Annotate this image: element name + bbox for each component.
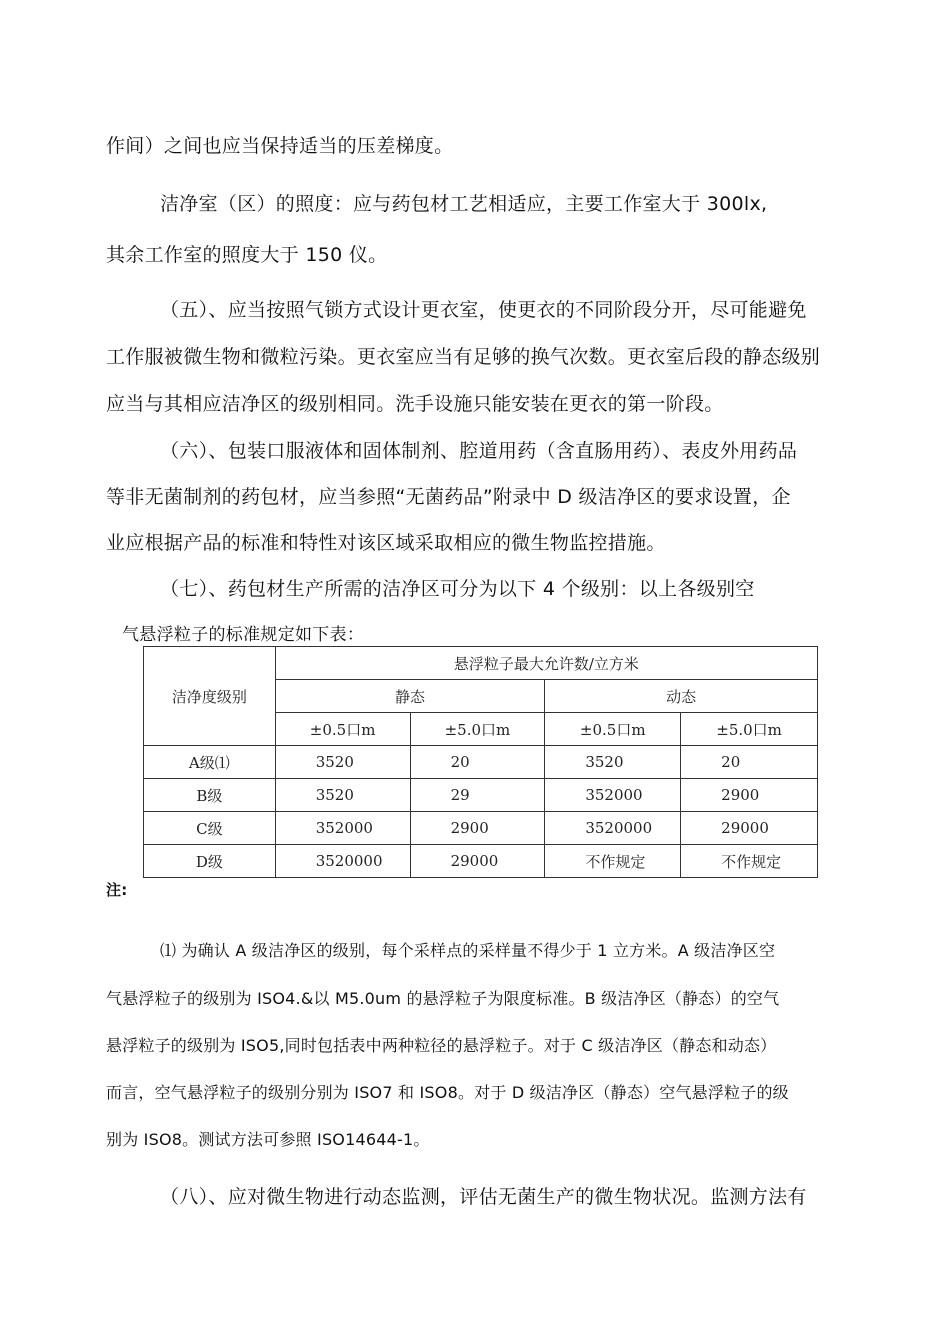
paragraph-line: 洁净室（区）的照度：应与药包材工艺相适应，主要工作室大于 300lx, xyxy=(160,193,768,215)
value-cell: 3520000 xyxy=(545,812,681,845)
paragraph-line: 气悬浮粒子的标准规定如下表： xyxy=(122,625,365,645)
table-row xyxy=(144,812,818,845)
table-row xyxy=(144,845,818,878)
note-line: ⑴ 为确认 A 级洁净区的级别，每个采样点的采样量不得少于 1 立方米。A 级洁净区空 xyxy=(160,941,776,960)
value-cell: 3520 xyxy=(275,746,410,779)
paragraph-line: 等非无菌制剂的药包材，应当参照“无菌药品”附录中 D 级洁净区的要求设置，企 xyxy=(106,486,791,508)
value-cell: 20 xyxy=(681,746,818,779)
value-cell: 2900 xyxy=(681,779,818,812)
grade-cell: D级 xyxy=(144,845,276,878)
paragraph-line: （五）、应当按照气锁方式设计更衣室，使更衣的不同阶段分开，尽可能避免 xyxy=(160,299,807,321)
grade-header: 洁净度级别 xyxy=(144,647,276,746)
paragraph-line: 应当与其相应洁净区的级别相同。洗手设施只能安装在更衣的第一阶段。 xyxy=(106,393,724,415)
note-line: 别为 ISO8。测试方法可参照 ISO14644-1。 xyxy=(106,1130,430,1149)
value-cell: 3520 xyxy=(545,746,681,779)
particle-size-header: ±0.5口m xyxy=(275,713,410,746)
value-cell: 3520 xyxy=(275,779,410,812)
table-row xyxy=(144,779,818,812)
paragraph-line: 工作服被微生物和微粒污染。更衣室应当有足够的换气次数。更衣室后段的静态级别 xyxy=(106,346,821,368)
value-cell: 29000 xyxy=(681,812,818,845)
particle-size-header: ±5.0口m xyxy=(681,713,818,746)
value-cell: 3520000 xyxy=(275,845,410,878)
value-cell: 29000 xyxy=(410,845,545,878)
note-line: 气悬浮粒子的级别为 ISO4.&以 M5.0um 的悬浮粒子为限度标准。B 级洁净区（静态）的空气 xyxy=(106,989,780,1008)
grade-cell: B级 xyxy=(144,779,276,812)
note-line: 而言，空气悬浮粒子的级别分别为 ISO7 和 ISO8。对于 D 级洁净区（静态）空气悬浮粒子的级 xyxy=(106,1083,789,1102)
note-line: 悬浮粒子的级别为 ISO5,同时包括表中两种粒径的悬浮粒子。对于 C 级洁净区（静态和动态） xyxy=(106,1036,777,1055)
value-cell: 352000 xyxy=(545,779,681,812)
note-label: 注: xyxy=(106,881,128,899)
grade-cell: C级 xyxy=(144,812,276,845)
particle-size-header: ±0.5口m xyxy=(545,713,681,746)
value-cell: 29 xyxy=(410,779,545,812)
cleanroom-grade-table xyxy=(143,646,818,878)
paragraph-line: （八）、应对微生物进行动态监测，评估无菌生产的微生物状况。监测方法有 xyxy=(160,1186,807,1208)
paragraph-line: （六）、包装口服液体和固体制剂、腔道用药（含直肠用药）、表皮外用药品 xyxy=(160,440,798,462)
paragraph-line: 其余工作室的照度大于 150 仪。 xyxy=(106,244,388,266)
value-cell: 20 xyxy=(410,746,545,779)
paragraph-line: （七）、药包材生产所需的洁净区可分为以下 4 个级别：以上各级别空 xyxy=(160,578,755,600)
value-cell: 352000 xyxy=(275,812,410,845)
value-cell: 2900 xyxy=(410,812,545,845)
particle-size-header: ±5.0口m xyxy=(410,713,545,746)
dynamic-header: 动态 xyxy=(545,680,818,713)
paragraph-line: 业应根据产品的标准和特性对该区域采取相应的微生物监控措施。 xyxy=(106,532,666,554)
value-cell: 不作规定 xyxy=(681,845,818,878)
paragraph-line: 作间）之间也应当保持适当的压差梯度。 xyxy=(106,135,454,157)
max-particles-header: 悬浮粒子最大允许数/立方米 xyxy=(275,647,817,680)
static-header: 静态 xyxy=(275,680,545,713)
value-cell: 不作规定 xyxy=(545,845,681,878)
table-row xyxy=(144,746,818,779)
grade-cell: A级⑴ xyxy=(144,746,276,779)
